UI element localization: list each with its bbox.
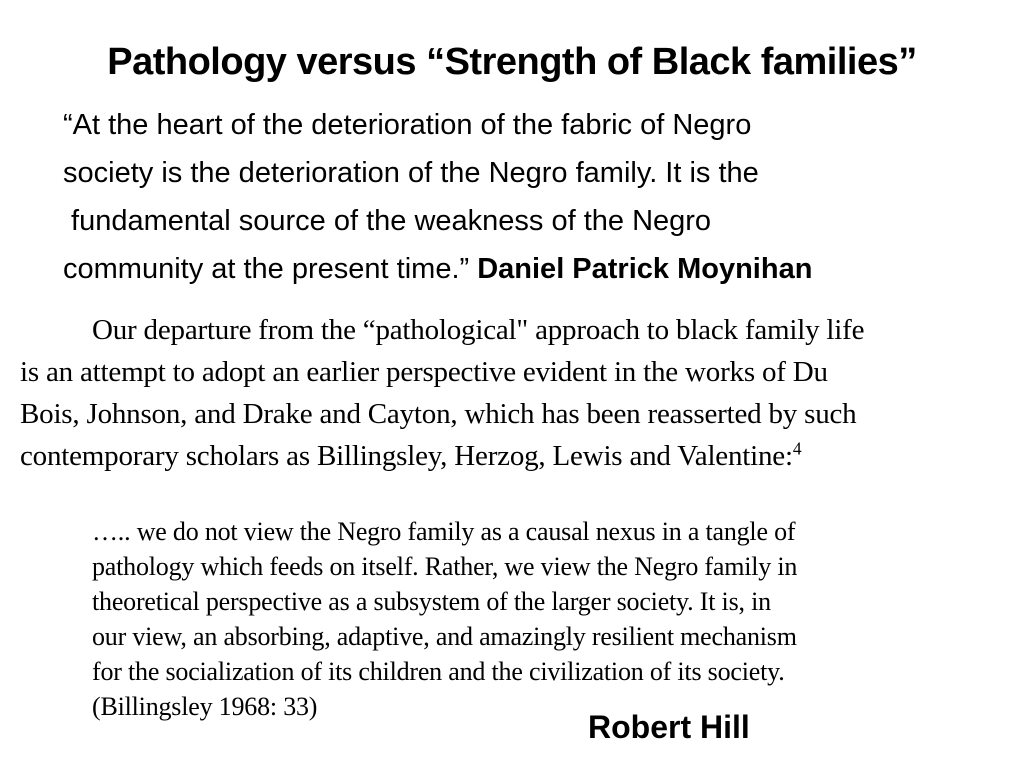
moynihan-quote-line-1: “At the heart of the deterioration of the fabric of Negro [63,109,752,141]
block-quote-line-1: ….. we do not view the Negro family as a causal nexus in a tangle of [92,517,796,546]
block-quote-line-2: pathology which feeds on itself. Rather, we view the Negro family in [92,552,798,581]
scanned-paragraph-line-4 [20,439,801,473]
robert-hill-attribution: Robert Hill [588,709,750,745]
scanned-paragraph-line-2: is an attempt to adopt an earlier perspective evident in the works of Du [20,356,828,388]
scanned-paragraph-line-4-text: contemporary scholars as Billingsley, Herzog, Lewis and Valentine: [20,440,793,472]
scanned-paragraph-line-3: Bois, Johnson, and Drake and Cayton, which has been reasserted by such [20,398,857,430]
moynihan-quote-line-3: fundamental source of the weakness of the Negro [63,205,712,237]
block-quote-line-4: our view, an absorbing, adaptive, and amazingly resilient mechanism [92,622,797,651]
block-quote-line-3: theoretical perspective as a subsystem of the larger society. It is, in [92,587,771,616]
slide-title: Pathology versus “Strength of Black families” [107,41,917,83]
moynihan-quote-line-4 [63,252,812,286]
block-quote-line-5: for the socialization of its children and the civilization of its society. [92,657,785,686]
moynihan-author: Daniel Patrick Moynihan [477,253,813,285]
moynihan-quote-line-2: society is the deterioration of the Negro family. It is the [63,157,759,189]
moynihan-quote-text: community at the present time.” [63,253,470,285]
footnote-marker: 4 [792,438,802,459]
scanned-paragraph-line-1: Our departure from the “pathological" approach to black family life [92,314,865,346]
block-quote-citation: (Billingsley 1968: 33) [92,692,318,721]
